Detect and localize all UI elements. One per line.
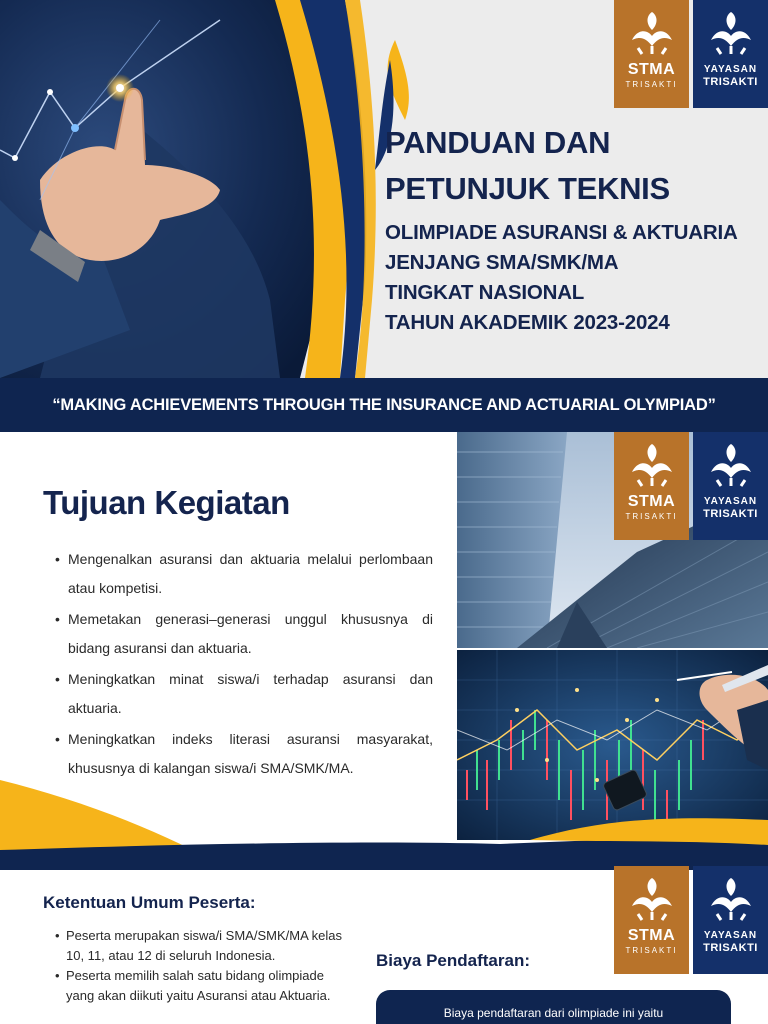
tagline-text: “MAKING ACHIEVEMENTS THROUGH THE INSURANCE AND ACTUARIAL OLYMPIAD” [52, 395, 716, 414]
tujuan-list [55, 545, 433, 785]
subtitle-block [385, 218, 738, 338]
stma-logo [614, 432, 689, 540]
hero-hand-illustration [0, 0, 420, 378]
stma-emblem-icon [628, 10, 676, 56]
yayasan-logo-name: YAYASAN [703, 64, 758, 75]
list-item: • Mengenalkan asuransi dan aktuaria melalui perlombaan atau kompetisi. [55, 545, 433, 603]
list-item: • Memetakan generasi–generasi unggul khususnya di bidang asuransi dan aktuaria. [55, 605, 433, 663]
subtitle-line: TAHUN AKADEMIK 2023-2024 [385, 311, 670, 334]
subtitle-line: TINGKAT NASIONAL [385, 281, 585, 304]
list-item: • Meningkatkan indeks literasi asuransi masyarakat, khususnya di kalangan siswa/i SMA/SMK/MA. [55, 725, 433, 783]
yayasan-emblem-icon [707, 10, 755, 56]
main-title-line: PANDUAN DAN [385, 125, 611, 160]
subtitle-line: OLIMPIADE ASURANSI & AKTUARIA [385, 221, 738, 244]
biaya-title: Biaya Pendaftaran: [376, 951, 530, 970]
biaya-box [376, 990, 731, 1024]
stma-emblem-icon [628, 442, 676, 488]
stma-logo-sub: TRISAKTI [625, 946, 678, 955]
tujuan-title: Tujuan Kegiatan [43, 484, 290, 521]
stma-emblem-icon [628, 876, 676, 922]
yayasan-logo [693, 866, 768, 974]
hero-section [0, 0, 768, 378]
yayasan-logo-sub: TRISAKTI [703, 508, 758, 520]
stma-logo-name: STMA [627, 493, 676, 510]
biaya-text: Biaya pendaftaran dari olimpiade ini yaitu [443, 1006, 664, 1020]
stma-logo [614, 866, 689, 974]
stma-logo-name: STMA [627, 927, 676, 944]
tagline-bar [0, 378, 768, 432]
stma-logo-sub: TRISAKTI [625, 80, 678, 89]
stma-logo [614, 0, 689, 108]
yayasan-emblem-icon [707, 442, 755, 488]
ketentuan-list [55, 926, 355, 1006]
list-item: • Meningkatkan minat siswa/i terhadap asuransi dan aktuaria. [55, 665, 433, 723]
list-item: • Peserta memilih salah satu bidang olimpiade yang akan diikuti yaitu Asuransi atau Aktuaria. [55, 966, 355, 1006]
subtitle-line: JENJANG SMA/SMK/MA [385, 251, 619, 274]
yayasan-logo [693, 0, 768, 108]
yayasan-logo-sub: TRISAKTI [703, 942, 758, 954]
stma-logo-name: STMA [627, 61, 676, 78]
yayasan-emblem-icon [707, 876, 755, 922]
yayasan-logo [693, 432, 768, 540]
stma-logo-sub: TRISAKTI [625, 512, 678, 521]
main-title [385, 120, 670, 212]
yayasan-logo-name: YAYASAN [703, 496, 758, 507]
main-title-line: PETUNJUK TEKNIS [385, 171, 670, 206]
ketentuan-title: Ketentuan Umum Peserta: [43, 893, 256, 912]
decorative-swoosh [0, 760, 768, 870]
building-photo [457, 432, 768, 648]
yayasan-logo-name: YAYASAN [703, 930, 758, 941]
list-item: • Peserta merupakan siswa/i SMA/SMK/MA kelas 10, 11, atau 12 di seluruh Indonesia. [55, 926, 355, 966]
yayasan-logo-sub: TRISAKTI [703, 76, 758, 88]
